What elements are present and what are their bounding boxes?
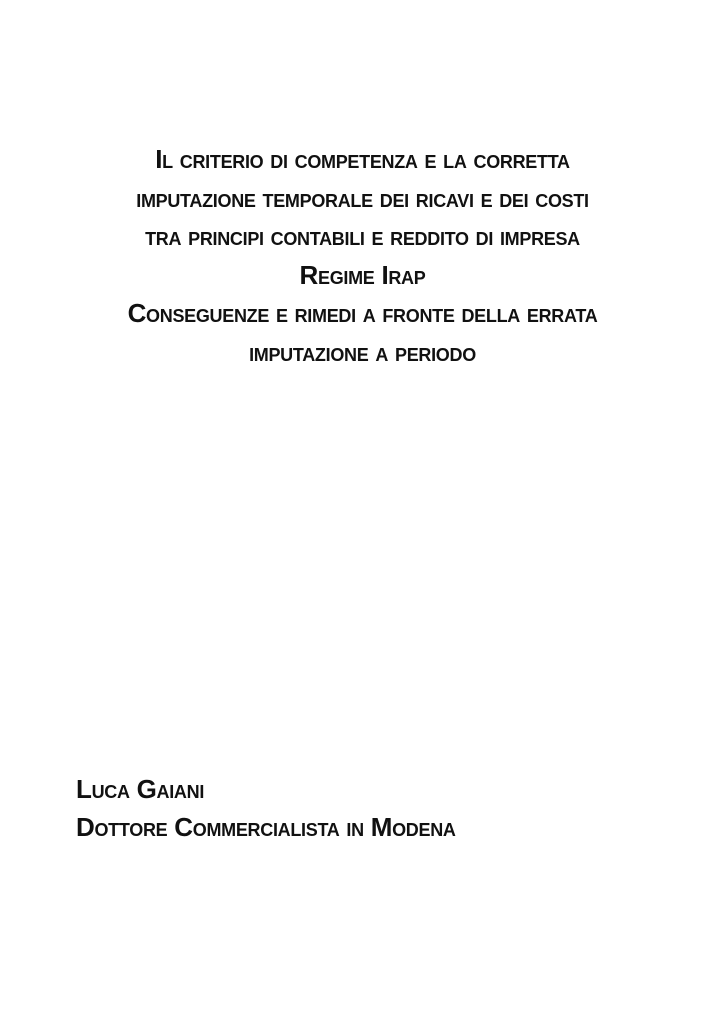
author-name: Luca Gaiani — [76, 774, 205, 804]
document-title — [60, 140, 665, 371]
title-line-1: Il criterio di competenza e la corretta — [155, 144, 570, 174]
title-line-5: Conseguenze e rimedi a fronte della errata — [127, 298, 598, 328]
title-line-6: imputazione a periodo — [249, 336, 476, 367]
title-line-3: tra principi contabili e reddito di impresa — [145, 221, 580, 251]
author-block — [76, 770, 676, 846]
author-role: Dottore Commercialista in Modena — [76, 812, 456, 842]
title-line-4: Regime Irap — [299, 259, 426, 290]
title-line-2: imputazione temporale dei ricavi e dei costi — [136, 182, 589, 213]
